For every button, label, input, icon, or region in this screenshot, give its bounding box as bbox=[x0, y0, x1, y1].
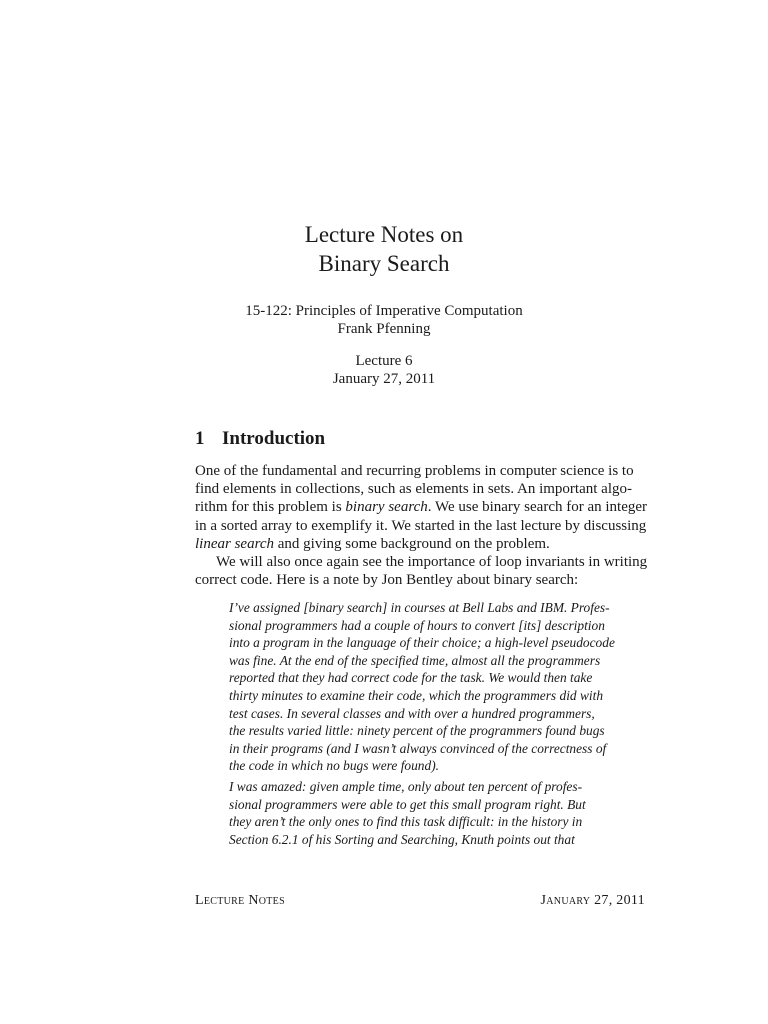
paragraph-text: . We use binary search for an integer bbox=[427, 499, 648, 516]
quote-line: they aren’t the only ones to find this task difficult: in the history in bbox=[229, 814, 583, 830]
section-title: Introduction bbox=[222, 428, 326, 449]
title-line-1: Lecture Notes on bbox=[304, 222, 464, 247]
paragraph-line: One of the fundamental and recurring problems in computer science is to bbox=[195, 463, 634, 479]
quote-line: into a program in the language of their choice; a high-level pseudocode bbox=[229, 635, 615, 651]
title-line-2: Binary Search bbox=[318, 251, 450, 276]
course-name: 15-122: Principles of Imperative Computation bbox=[245, 303, 523, 319]
paragraph-line bbox=[195, 498, 647, 516]
footer-right: January 27, 2011 bbox=[540, 893, 645, 908]
paragraph-text: and giving some background on the problem. bbox=[274, 535, 550, 552]
paragraph-line: correct code. Here is a note by Jon Bentley about binary search: bbox=[195, 572, 579, 589]
footer-left: Lecture Notes bbox=[195, 893, 285, 908]
quote-line: I was amazed: given ample time, only about ten percent of profes- bbox=[229, 779, 583, 794]
paragraph-line: find elements in collections, such as elements in sets. An important algo- bbox=[195, 481, 632, 498]
emphasis-binary-search: binary search bbox=[345, 499, 428, 516]
paragraph-line: We will also once again see the importance of loop invariants in writing bbox=[216, 554, 648, 571]
quote-line: sional programmers were able to get this small program right. But bbox=[229, 796, 586, 812]
quote-line: in their programs (and I wasn’t always convinced of the correctness of bbox=[229, 740, 607, 756]
quote-line: was fine. At the end of the specified time, almost all the programmers bbox=[229, 652, 601, 668]
lecture-date: January 27, 2011 bbox=[332, 371, 436, 387]
quote-line: sional programmers had a couple of hours to convert [its] description bbox=[229, 617, 605, 633]
section-heading bbox=[195, 428, 325, 450]
paragraph-text: rithm for this problem is bbox=[195, 499, 346, 516]
section-number: 1 bbox=[195, 428, 205, 449]
lecture-number: Lecture 6 bbox=[355, 353, 413, 369]
quote-line: Section 6.2.1 of his Sorting and Searching, Knuth points out that bbox=[229, 831, 575, 847]
quote-line: the code in which no bugs were found). bbox=[229, 758, 439, 774]
title-block bbox=[0, 220, 768, 278]
emphasis-linear-search: linear search bbox=[195, 535, 275, 552]
quote-line: test cases. In several classes and with over a hundred programmers, bbox=[229, 705, 595, 721]
lecture-info bbox=[0, 352, 768, 388]
author-name: Frank Pfenning bbox=[337, 321, 431, 337]
intro-paragraphs bbox=[195, 462, 647, 589]
paragraph-line bbox=[195, 535, 647, 553]
block-quote-1 bbox=[229, 599, 615, 775]
course-info bbox=[0, 302, 768, 338]
quote-line: reported that they had correct code for the task. We would then take bbox=[229, 670, 593, 686]
quote-line: I’ve assigned [binary search] in courses at Bell Labs and IBM. Profes- bbox=[229, 600, 610, 615]
quote-line: thirty minutes to examine their code, which the programmers did with bbox=[229, 687, 604, 703]
block-quote-2 bbox=[229, 778, 615, 848]
paragraph-line: in a sorted array to exemplify it. We started in the last lecture by discussing bbox=[195, 517, 647, 534]
quote-line: the results varied little: ninety percent of the programmers found bugs bbox=[229, 723, 605, 739]
